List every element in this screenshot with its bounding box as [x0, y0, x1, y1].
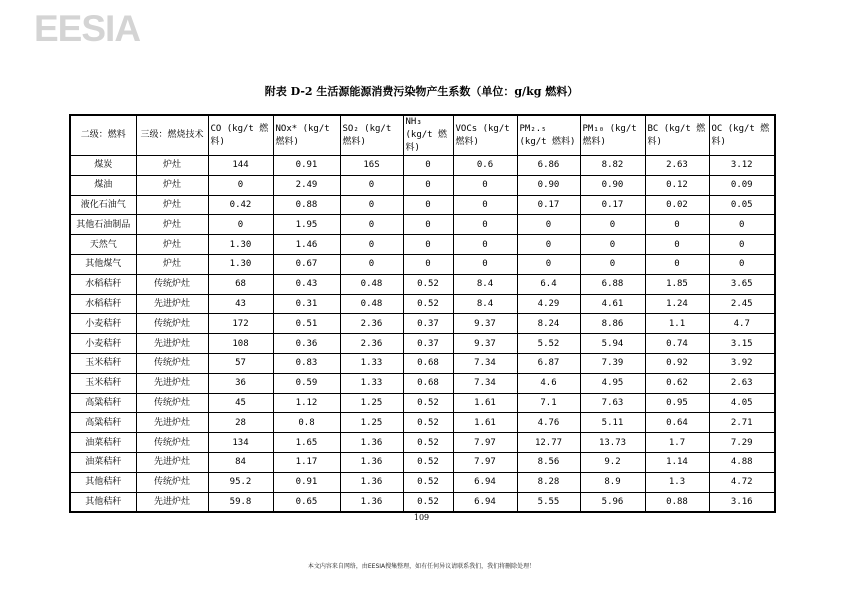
value-cell: 0.91	[273, 472, 340, 492]
fuel-cell: 水稻秸秆	[70, 274, 136, 294]
value-cell: 0	[453, 254, 517, 274]
value-cell: 1.7	[645, 433, 709, 453]
value-cell: 0.05	[709, 195, 775, 215]
table-row	[70, 413, 775, 433]
value-cell: 0	[709, 215, 775, 235]
value-cell: 95.2	[208, 472, 273, 492]
technology-cell: 传统炉灶	[136, 393, 208, 413]
value-cell: 36	[208, 373, 273, 393]
value-cell: 59.8	[208, 492, 273, 512]
value-cell: 3.12	[709, 156, 775, 176]
value-cell: 3.15	[709, 334, 775, 354]
value-cell: 0	[453, 175, 517, 195]
value-cell: 1.85	[645, 274, 709, 294]
fuel-cell: 其他石油制品	[70, 215, 136, 235]
eesia-logo: EESIA	[34, 8, 141, 49]
fuel-cell: 玉米秸秆	[70, 373, 136, 393]
value-cell: 0.68	[403, 373, 453, 393]
value-cell: 2.71	[709, 413, 775, 433]
value-cell: 0.48	[340, 274, 403, 294]
fuel-cell: 天然气	[70, 235, 136, 255]
value-cell: 8.4	[453, 274, 517, 294]
value-cell: 0	[517, 215, 580, 235]
value-cell: 0	[580, 215, 645, 235]
table-row	[70, 254, 775, 274]
value-cell: 6.94	[453, 472, 517, 492]
table-row	[70, 156, 775, 176]
value-cell: 108	[208, 334, 273, 354]
value-cell: 4.7	[709, 314, 775, 334]
value-cell: 0.59	[273, 373, 340, 393]
value-cell: 0.62	[645, 373, 709, 393]
value-cell: 1.30	[208, 254, 273, 274]
fuel-cell: 煤炭	[70, 156, 136, 176]
value-cell: 1.36	[340, 433, 403, 453]
table-row	[70, 294, 775, 314]
value-cell: 0	[403, 215, 453, 235]
fuel-cell: 高粱秸秆	[70, 413, 136, 433]
value-cell: 0.52	[403, 452, 453, 472]
value-cell: 172	[208, 314, 273, 334]
value-cell: 9.2	[580, 452, 645, 472]
value-cell: 5.52	[517, 334, 580, 354]
value-cell: 7.1	[517, 393, 580, 413]
technology-cell: 传统炉灶	[136, 433, 208, 453]
value-cell: 144	[208, 156, 273, 176]
value-cell: 5.55	[517, 492, 580, 512]
value-cell: 0.42	[208, 195, 273, 215]
value-cell: 0.52	[403, 433, 453, 453]
value-cell: 0.74	[645, 334, 709, 354]
column-header-nox: NOx* (kg/t 燃料)	[273, 115, 340, 156]
value-cell: 2.49	[273, 175, 340, 195]
value-cell: 8.9	[580, 472, 645, 492]
table-row	[70, 433, 775, 453]
value-cell: 0.31	[273, 294, 340, 314]
value-cell: 3.16	[709, 492, 775, 512]
value-cell: 0.52	[403, 294, 453, 314]
technology-cell: 炉灶	[136, 156, 208, 176]
value-cell: 12.77	[517, 433, 580, 453]
value-cell: 0	[208, 175, 273, 195]
value-cell: 4.72	[709, 472, 775, 492]
fuel-cell: 其他秸秆	[70, 472, 136, 492]
value-cell: 8.82	[580, 156, 645, 176]
value-cell: 2.45	[709, 294, 775, 314]
fuel-cell: 其他煤气	[70, 254, 136, 274]
value-cell: 7.34	[453, 373, 517, 393]
value-cell: 0.6	[453, 156, 517, 176]
fuel-cell: 煤油	[70, 175, 136, 195]
technology-cell: 炉灶	[136, 175, 208, 195]
value-cell: 2.36	[340, 314, 403, 334]
value-cell: 1.61	[453, 393, 517, 413]
value-cell: 0	[517, 235, 580, 255]
table-row	[70, 195, 775, 215]
value-cell: 0	[340, 195, 403, 215]
column-header-fuel: 二级：燃料	[70, 115, 136, 156]
value-cell: 0.65	[273, 492, 340, 512]
technology-cell: 先进炉灶	[136, 334, 208, 354]
value-cell: 0.37	[403, 314, 453, 334]
value-cell: 0.52	[403, 393, 453, 413]
fuel-cell: 油菜秸秆	[70, 452, 136, 472]
value-cell: 0	[340, 235, 403, 255]
value-cell: 1.33	[340, 373, 403, 393]
value-cell: 1.24	[645, 294, 709, 314]
value-cell: 1.95	[273, 215, 340, 235]
value-cell: 13.73	[580, 433, 645, 453]
value-cell: 0.12	[645, 175, 709, 195]
value-cell: 0.90	[517, 175, 580, 195]
column-header-technology: 三级：燃烧技术	[136, 115, 208, 156]
value-cell: 0	[580, 235, 645, 255]
value-cell: 1.30	[208, 235, 273, 255]
value-cell: 134	[208, 433, 273, 453]
value-cell: 2.36	[340, 334, 403, 354]
technology-cell: 传统炉灶	[136, 314, 208, 334]
value-cell: 0.02	[645, 195, 709, 215]
value-cell: 7.63	[580, 393, 645, 413]
technology-cell: 炉灶	[136, 254, 208, 274]
value-cell: 16S	[340, 156, 403, 176]
value-cell: 5.96	[580, 492, 645, 512]
value-cell: 0.88	[645, 492, 709, 512]
value-cell: 3.92	[709, 353, 775, 373]
value-cell: 0	[645, 235, 709, 255]
technology-cell: 炉灶	[136, 235, 208, 255]
technology-cell: 先进炉灶	[136, 492, 208, 512]
column-header-nh3: NH₃ (kg/t 燃料)	[403, 115, 453, 156]
value-cell: 0.92	[645, 353, 709, 373]
page-number: 109	[413, 513, 430, 522]
table-row	[70, 393, 775, 413]
table-body	[70, 156, 775, 513]
value-cell: 5.11	[580, 413, 645, 433]
value-cell: 2.63	[709, 373, 775, 393]
value-cell: 0	[517, 254, 580, 274]
value-cell: 45	[208, 393, 273, 413]
value-cell: 0	[453, 215, 517, 235]
value-cell: 4.61	[580, 294, 645, 314]
value-cell: 68	[208, 274, 273, 294]
value-cell: 0	[645, 254, 709, 274]
column-header-vocs: VOCs (kg/t 燃料)	[453, 115, 517, 156]
value-cell: 43	[208, 294, 273, 314]
value-cell: 0.88	[273, 195, 340, 215]
value-cell: 0.68	[403, 353, 453, 373]
technology-cell: 炉灶	[136, 195, 208, 215]
value-cell: 4.76	[517, 413, 580, 433]
value-cell: 1.36	[340, 492, 403, 512]
value-cell: 0	[709, 254, 775, 274]
value-cell: 6.88	[580, 274, 645, 294]
value-cell: 0	[403, 156, 453, 176]
value-cell: 1.25	[340, 393, 403, 413]
value-cell: 0	[208, 215, 273, 235]
fuel-cell: 小麦秸秆	[70, 314, 136, 334]
value-cell: 0.51	[273, 314, 340, 334]
value-cell: 7.39	[580, 353, 645, 373]
value-cell: 1.12	[273, 393, 340, 413]
table-title: 附表 D-2 生活源能源消费污染物产生系数（单位：g/kg 燃料）	[264, 85, 579, 98]
value-cell: 8.86	[580, 314, 645, 334]
value-cell: 8.56	[517, 452, 580, 472]
value-cell: 1.65	[273, 433, 340, 453]
value-cell: 1.36	[340, 472, 403, 492]
value-cell: 6.94	[453, 492, 517, 512]
fuel-cell: 油菜秸秆	[70, 433, 136, 453]
value-cell: 8.24	[517, 314, 580, 334]
column-header-oc: OC (kg/t 燃料)	[709, 115, 775, 156]
value-cell: 0.43	[273, 274, 340, 294]
value-cell: 4.05	[709, 393, 775, 413]
table-row	[70, 353, 775, 373]
value-cell: 1.25	[340, 413, 403, 433]
fuel-cell: 其他秸秆	[70, 492, 136, 512]
fuel-cell: 玉米秸秆	[70, 353, 136, 373]
technology-cell: 传统炉灶	[136, 274, 208, 294]
column-header-pm10: PM₁₀ (kg/t 燃料)	[580, 115, 645, 156]
table-row	[70, 175, 775, 195]
value-cell: 9.37	[453, 334, 517, 354]
value-cell: 0	[580, 254, 645, 274]
value-cell: 6.86	[517, 156, 580, 176]
column-header-pm25: PM₂.₅ (kg/t 燃料)	[517, 115, 580, 156]
value-cell: 0	[403, 175, 453, 195]
value-cell: 6.4	[517, 274, 580, 294]
value-cell: 8.28	[517, 472, 580, 492]
value-cell: 4.88	[709, 452, 775, 472]
value-cell: 1.33	[340, 353, 403, 373]
value-cell: 7.29	[709, 433, 775, 453]
value-cell: 0	[453, 195, 517, 215]
value-cell: 0	[403, 195, 453, 215]
column-header-co: CO (kg/t 燃料)	[208, 115, 273, 156]
value-cell: 1.46	[273, 235, 340, 255]
value-cell: 0	[453, 235, 517, 255]
table-row	[70, 274, 775, 294]
value-cell: 0.8	[273, 413, 340, 433]
value-cell: 5.94	[580, 334, 645, 354]
column-header-bc: BC (kg/t 燃料)	[645, 115, 709, 156]
value-cell: 6.87	[517, 353, 580, 373]
value-cell: 7.97	[453, 452, 517, 472]
technology-cell: 传统炉灶	[136, 472, 208, 492]
value-cell: 0	[340, 175, 403, 195]
value-cell: 8.4	[453, 294, 517, 314]
value-cell: 0.95	[645, 393, 709, 413]
value-cell: 1.3	[645, 472, 709, 492]
value-cell: 4.29	[517, 294, 580, 314]
table-row	[70, 373, 775, 393]
value-cell: 1.14	[645, 452, 709, 472]
value-cell: 7.34	[453, 353, 517, 373]
value-cell: 0.91	[273, 156, 340, 176]
value-cell: 0.52	[403, 413, 453, 433]
table-row	[70, 492, 775, 512]
value-cell: 4.95	[580, 373, 645, 393]
fuel-cell: 液化石油气	[70, 195, 136, 215]
value-cell: 1.17	[273, 452, 340, 472]
fuel-cell: 小麦秸秆	[70, 334, 136, 354]
value-cell: 0.17	[580, 195, 645, 215]
table-row	[70, 472, 775, 492]
fuel-cell: 高粱秸秆	[70, 393, 136, 413]
value-cell: 0	[340, 215, 403, 235]
table-header-row	[70, 115, 775, 156]
value-cell: 0	[709, 235, 775, 255]
value-cell: 9.37	[453, 314, 517, 334]
technology-cell: 传统炉灶	[136, 353, 208, 373]
value-cell: 1.36	[340, 452, 403, 472]
technology-cell: 先进炉灶	[136, 452, 208, 472]
value-cell: 4.6	[517, 373, 580, 393]
technology-cell: 先进炉灶	[136, 413, 208, 433]
value-cell: 0.52	[403, 472, 453, 492]
technology-cell: 炉灶	[136, 215, 208, 235]
value-cell: 0	[340, 254, 403, 274]
technology-cell: 先进炉灶	[136, 294, 208, 314]
column-header-so2: SO₂ (kg/t 燃料)	[340, 115, 403, 156]
value-cell: 2.63	[645, 156, 709, 176]
value-cell: 3.65	[709, 274, 775, 294]
value-cell: 0.90	[580, 175, 645, 195]
table-row	[70, 314, 775, 334]
value-cell: 7.97	[453, 433, 517, 453]
table-row	[70, 235, 775, 255]
value-cell: 57	[208, 353, 273, 373]
value-cell: 0	[403, 235, 453, 255]
table-row	[70, 215, 775, 235]
value-cell: 0.67	[273, 254, 340, 274]
value-cell: 0.48	[340, 294, 403, 314]
value-cell: 0.36	[273, 334, 340, 354]
value-cell: 28	[208, 413, 273, 433]
value-cell: 0.17	[517, 195, 580, 215]
emission-coefficient-table	[69, 114, 776, 513]
footer-disclaimer: 本文内容来自网络，由EESIA搜集整理，如有任何异议请联系我们，我们将删除处理！	[307, 563, 536, 570]
value-cell: 0.64	[645, 413, 709, 433]
value-cell: 0	[645, 215, 709, 235]
value-cell: 0.37	[403, 334, 453, 354]
value-cell: 1.1	[645, 314, 709, 334]
table-row	[70, 334, 775, 354]
value-cell: 0.52	[403, 492, 453, 512]
table-row	[70, 452, 775, 472]
value-cell: 0.83	[273, 353, 340, 373]
fuel-cell: 水稻秸秆	[70, 294, 136, 314]
value-cell: 0	[403, 254, 453, 274]
technology-cell: 先进炉灶	[136, 373, 208, 393]
value-cell: 0.52	[403, 274, 453, 294]
value-cell: 1.61	[453, 413, 517, 433]
value-cell: 0.09	[709, 175, 775, 195]
value-cell: 84	[208, 452, 273, 472]
